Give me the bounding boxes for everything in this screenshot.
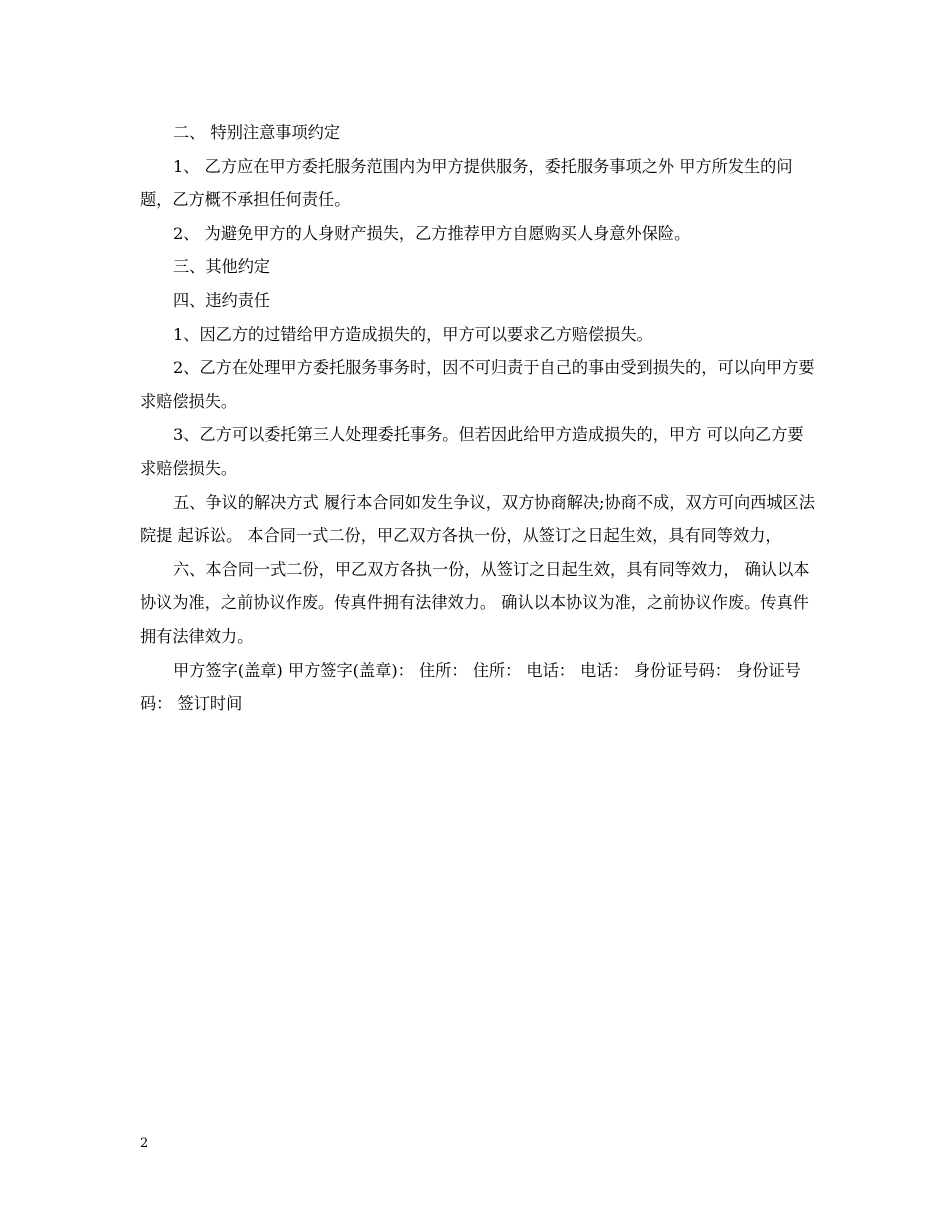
- clause-accident-insurance: 2、 为避免甲方的人身财产损失，乙方推荐甲方自愿购买人身意外保险。: [173, 223, 691, 243]
- clause-unattributable-loss: 2、乙方在处理甲方委托服务事务时，因不可归责于自己的事由受到损失的，可以向甲方要求赔偿损失。: [140, 358, 815, 411]
- clause-fault-compensation: 1、因乙方的过错给甲方造成损失的，甲方可以要求乙方赔偿损失。: [173, 324, 653, 344]
- section-contract-copies: 六、本合同一式二份，甲乙双方各执一份，从签订之日起生效，具有同等效力， 确认以本协议为准，之前协议作废。传真件拥有法律效力。 确认以本协议为准，之前协议作废。传真件拥有法律效力。: [140, 559, 810, 646]
- section-heading-special-matters: 二、 特别注意事项约定: [173, 123, 341, 142]
- page-number: 2: [140, 1136, 149, 1151]
- section-heading-breach-liability: 四、违约责任: [173, 290, 271, 310]
- clause-third-party-delegation: 3、乙方可以委托第三人处理委托事务。但若因此给甲方造成损失的，甲方 可以向乙方要求赔偿损失。: [140, 425, 804, 478]
- document-body: [140, 116, 815, 721]
- section-dispute-resolution: 五、争议的解决方式 履行本合同如发生争议，双方协商解决;协商不成，双方可向西城区法院提 起诉讼。 本合同一式二份，甲乙双方各执一份，从签订之日起生效，具有同等效力，: [140, 492, 815, 546]
- clause-service-scope: 1、 乙方应在甲方委托服务范围内为甲方提供服务，委托服务事项之外 甲方所发生的问题，乙方概不承担任何责任。: [140, 156, 793, 210]
- signature-block: 甲方签字(盖章) 甲方签字(盖章)： 住所： 住所： 电话： 电话： 身份证号码： 身份证号码： 签订时间: [140, 660, 801, 714]
- section-heading-other-terms: 三、其他约定: [173, 257, 271, 277]
